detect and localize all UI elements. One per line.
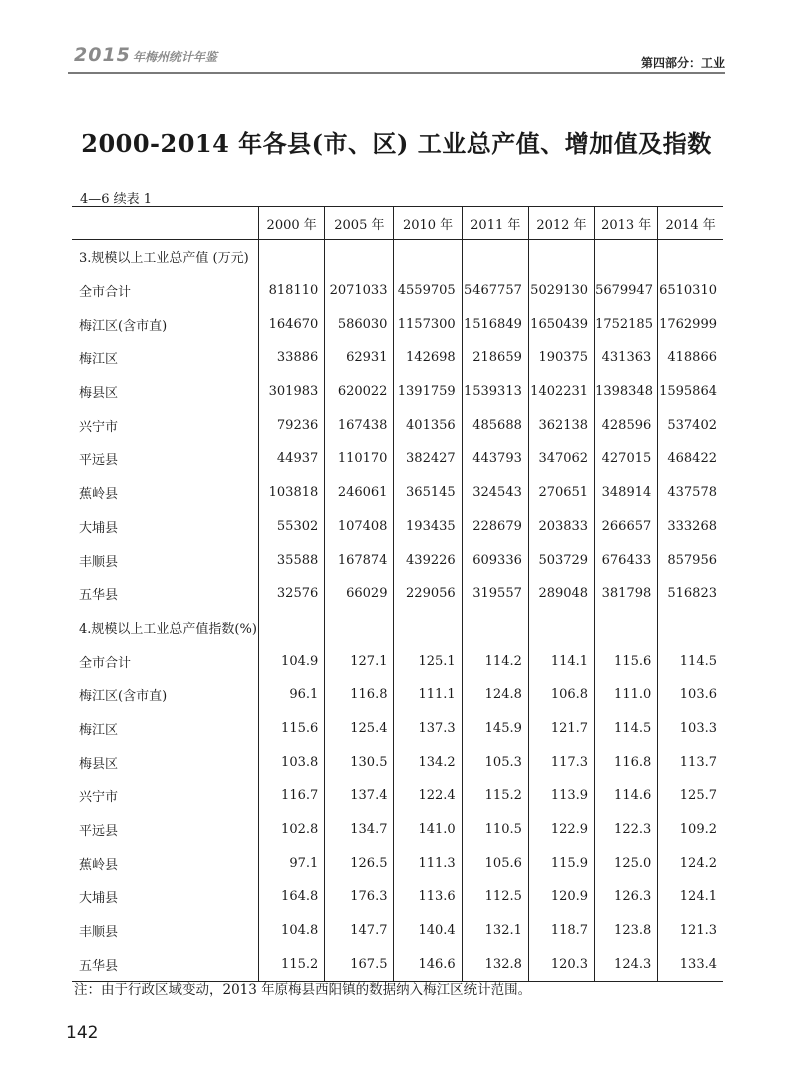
table-row <box>72 644 723 678</box>
footnote: 注：由于行政区域变动，2013 年原梅县西阳镇的数据纳入梅江区统计范围。 <box>74 982 532 998</box>
empty-cell <box>325 240 394 274</box>
value-cell: 127.1 <box>325 644 394 678</box>
value-cell: 125.7 <box>658 779 723 813</box>
empty-cell <box>462 611 528 645</box>
value-cell: 229056 <box>394 577 462 611</box>
value-cell: 5679947 <box>595 274 658 308</box>
value-cell: 503729 <box>528 543 594 577</box>
empty-cell <box>394 240 462 274</box>
value-cell: 167874 <box>325 543 394 577</box>
empty-cell <box>394 611 462 645</box>
empty-cell <box>528 240 594 274</box>
value-cell: 125.0 <box>595 846 658 880</box>
value-cell: 113.9 <box>528 779 594 813</box>
value-cell: 141.0 <box>394 813 462 847</box>
value-cell: 105.3 <box>462 745 528 779</box>
value-cell: 114.5 <box>658 644 723 678</box>
value-cell: 431363 <box>595 341 658 375</box>
value-cell: 620022 <box>325 375 394 409</box>
value-cell: 118.7 <box>528 914 594 948</box>
table-row <box>72 914 723 948</box>
table-row <box>72 678 723 712</box>
value-cell: 122.3 <box>595 813 658 847</box>
section-heading-row <box>72 240 723 274</box>
value-cell: 113.7 <box>658 745 723 779</box>
value-cell: 516823 <box>658 577 723 611</box>
value-cell: 382427 <box>394 442 462 476</box>
value-cell: 115.2 <box>259 947 325 981</box>
column-header: 2012 年 <box>528 207 594 240</box>
value-cell: 1516849 <box>462 307 528 341</box>
value-cell: 97.1 <box>259 846 325 880</box>
table-row <box>72 745 723 779</box>
value-cell: 1752185 <box>595 307 658 341</box>
table-row <box>72 947 723 981</box>
table-row <box>72 712 723 746</box>
empty-cell <box>462 240 528 274</box>
value-cell: 111.3 <box>394 846 462 880</box>
row-label: 全市合计 <box>79 655 132 671</box>
empty-cell <box>259 611 325 645</box>
row-label: 全市合计 <box>79 285 132 301</box>
empty-cell <box>595 611 658 645</box>
value-cell: 107408 <box>325 510 394 544</box>
row-label: 平远县 <box>79 824 119 840</box>
value-cell: 120.9 <box>528 880 594 914</box>
value-cell: 365145 <box>394 476 462 510</box>
value-cell: 122.4 <box>394 779 462 813</box>
value-cell: 112.5 <box>462 880 528 914</box>
value-cell: 1762999 <box>658 307 723 341</box>
value-cell: 102.8 <box>259 813 325 847</box>
value-cell: 122.9 <box>528 813 594 847</box>
value-cell: 116.7 <box>259 779 325 813</box>
column-header: 2014 年 <box>658 207 723 240</box>
value-cell: 1595864 <box>658 375 723 409</box>
value-cell: 167438 <box>325 408 394 442</box>
value-cell: 266657 <box>595 510 658 544</box>
value-cell: 142698 <box>394 341 462 375</box>
value-cell: 115.6 <box>595 644 658 678</box>
value-cell: 44937 <box>259 442 325 476</box>
value-cell: 1402231 <box>528 375 594 409</box>
row-label: 兴宁市 <box>79 419 119 435</box>
value-cell: 121.3 <box>658 914 723 948</box>
value-cell: 427015 <box>595 442 658 476</box>
table-row <box>72 880 723 914</box>
value-cell: 35588 <box>259 543 325 577</box>
value-cell: 124.3 <box>595 947 658 981</box>
value-cell: 104.9 <box>259 644 325 678</box>
value-cell: 1650439 <box>528 307 594 341</box>
value-cell: 111.0 <box>595 678 658 712</box>
row-label: 丰顺县 <box>79 554 119 570</box>
value-cell: 145.9 <box>462 712 528 746</box>
table-row <box>72 543 723 577</box>
table-number: 4—6 续表 1 <box>80 192 153 207</box>
value-cell: 96.1 <box>259 678 325 712</box>
section-label: 第四部分：工业 <box>640 56 725 70</box>
table-row <box>72 779 723 813</box>
page-title: 2000-2014 年各县(市、区) 工业总产值、增加值及指数 <box>81 129 712 158</box>
empty-cell <box>658 611 723 645</box>
empty-cell <box>325 611 394 645</box>
row-label: 丰顺县 <box>79 925 119 941</box>
yearbook-header <box>74 44 217 66</box>
value-cell: 124.8 <box>462 678 528 712</box>
value-cell: 110170 <box>325 442 394 476</box>
table-row <box>72 577 723 611</box>
value-cell: 124.1 <box>658 880 723 914</box>
value-cell: 114.5 <box>595 712 658 746</box>
value-cell: 324543 <box>462 476 528 510</box>
value-cell: 1157300 <box>394 307 462 341</box>
value-cell: 5029130 <box>528 274 594 308</box>
value-cell: 818110 <box>259 274 325 308</box>
value-cell: 140.4 <box>394 914 462 948</box>
column-header: 2011 年 <box>462 207 528 240</box>
row-label: 梅江区 <box>79 352 119 368</box>
value-cell: 147.7 <box>325 914 394 948</box>
table-row <box>72 442 723 476</box>
value-cell: 105.6 <box>462 846 528 880</box>
value-cell: 126.3 <box>595 880 658 914</box>
value-cell: 418866 <box>658 341 723 375</box>
row-label: 兴宁市 <box>79 790 119 806</box>
value-cell: 115.2 <box>462 779 528 813</box>
value-cell: 113.6 <box>394 880 462 914</box>
value-cell: 301983 <box>259 375 325 409</box>
table-header-row <box>72 207 723 240</box>
value-cell: 120.3 <box>528 947 594 981</box>
value-cell: 132.1 <box>462 914 528 948</box>
row-label: 五华县 <box>72 947 259 981</box>
value-cell: 121.7 <box>528 712 594 746</box>
row-label: 平远县 <box>79 453 119 469</box>
value-cell: 176.3 <box>325 880 394 914</box>
value-cell: 115.6 <box>259 712 325 746</box>
header-corner <box>72 207 259 240</box>
section-heading: 3.规模以上工业总产值 (万元) <box>79 251 249 267</box>
value-cell: 134.7 <box>325 813 394 847</box>
value-cell: 111.1 <box>394 678 462 712</box>
row-label: 梅县区 <box>79 756 119 772</box>
table-row <box>72 813 723 847</box>
column-header: 2005 年 <box>325 207 394 240</box>
value-cell: 333268 <box>658 510 723 544</box>
value-cell: 32576 <box>259 577 325 611</box>
value-cell: 134.2 <box>394 745 462 779</box>
empty-cell <box>658 240 723 274</box>
data-table <box>72 206 723 982</box>
value-cell: 164.8 <box>259 880 325 914</box>
value-cell: 319557 <box>462 577 528 611</box>
value-cell: 485688 <box>462 408 528 442</box>
table-row <box>72 341 723 375</box>
value-cell: 55302 <box>259 510 325 544</box>
table-row <box>72 274 723 308</box>
row-label: 五华县 <box>79 588 119 604</box>
value-cell: 110.5 <box>462 813 528 847</box>
value-cell: 676433 <box>595 543 658 577</box>
row-label: 梅江区(含市直) <box>79 318 168 334</box>
row-label: 大埔县 <box>79 891 119 907</box>
table-row <box>72 375 723 409</box>
value-cell: 270651 <box>528 476 594 510</box>
value-cell: 1539313 <box>462 375 528 409</box>
value-cell: 2071033 <box>325 274 394 308</box>
empty-cell <box>528 611 594 645</box>
value-cell: 133.4 <box>658 947 723 981</box>
value-cell: 246061 <box>325 476 394 510</box>
value-cell: 609336 <box>462 543 528 577</box>
value-cell: 103.6 <box>658 678 723 712</box>
table-row <box>72 476 723 510</box>
value-cell: 401356 <box>394 408 462 442</box>
column-header: 2013 年 <box>595 207 658 240</box>
row-label: 大埔县 <box>79 520 119 536</box>
value-cell: 203833 <box>528 510 594 544</box>
value-cell: 4559705 <box>394 274 462 308</box>
value-cell: 537402 <box>658 408 723 442</box>
row-label: 梅江区 <box>79 722 119 738</box>
row-label: 蕉岭县 <box>79 857 119 873</box>
table-row <box>72 408 723 442</box>
value-cell: 106.8 <box>528 678 594 712</box>
empty-cell <box>259 240 325 274</box>
value-cell: 33886 <box>259 341 325 375</box>
value-cell: 103.8 <box>259 745 325 779</box>
row-label: 蕉岭县 <box>79 487 119 503</box>
table-row <box>72 846 723 880</box>
value-cell: 114.2 <box>462 644 528 678</box>
value-cell: 123.8 <box>595 914 658 948</box>
value-cell: 347062 <box>528 442 594 476</box>
value-cell: 857956 <box>658 543 723 577</box>
header-rule <box>68 72 725 74</box>
value-cell: 586030 <box>325 307 394 341</box>
value-cell: 125.4 <box>325 712 394 746</box>
value-cell: 1398348 <box>595 375 658 409</box>
value-cell: 104.8 <box>259 914 325 948</box>
value-cell: 115.9 <box>528 846 594 880</box>
page-number: 142 <box>66 1023 99 1043</box>
value-cell: 66029 <box>325 577 394 611</box>
value-cell: 348914 <box>595 476 658 510</box>
column-header: 2010 年 <box>394 207 462 240</box>
value-cell: 124.2 <box>658 846 723 880</box>
value-cell: 443793 <box>462 442 528 476</box>
value-cell: 439226 <box>394 543 462 577</box>
section-heading-row <box>72 611 723 645</box>
yearbook-name: 年梅州统计年鉴 <box>132 50 217 64</box>
value-cell: 289048 <box>528 577 594 611</box>
value-cell: 137.4 <box>325 779 394 813</box>
empty-cell <box>595 240 658 274</box>
value-cell: 114.6 <box>595 779 658 813</box>
value-cell: 428596 <box>595 408 658 442</box>
value-cell: 362138 <box>528 408 594 442</box>
column-header: 2000 年 <box>259 207 325 240</box>
value-cell: 381798 <box>595 577 658 611</box>
value-cell: 117.3 <box>528 745 594 779</box>
value-cell: 437578 <box>658 476 723 510</box>
value-cell: 1391759 <box>394 375 462 409</box>
yearbook-year: 2015 <box>74 44 131 66</box>
value-cell: 193435 <box>394 510 462 544</box>
value-cell: 137.3 <box>394 712 462 746</box>
value-cell: 164670 <box>259 307 325 341</box>
value-cell: 114.1 <box>528 644 594 678</box>
value-cell: 6510310 <box>658 274 723 308</box>
value-cell: 79236 <box>259 408 325 442</box>
value-cell: 116.8 <box>325 678 394 712</box>
value-cell: 468422 <box>658 442 723 476</box>
row-label: 梅江区(含市直) <box>79 689 168 705</box>
value-cell: 103.3 <box>658 712 723 746</box>
value-cell: 146.6 <box>394 947 462 981</box>
value-cell: 103818 <box>259 476 325 510</box>
value-cell: 132.8 <box>462 947 528 981</box>
section-heading: 4.规模以上工业总产值指数(%) <box>79 621 257 637</box>
value-cell: 167.5 <box>325 947 394 981</box>
value-cell: 228679 <box>462 510 528 544</box>
value-cell: 218659 <box>462 341 528 375</box>
row-label: 梅县区 <box>79 386 119 402</box>
table-row <box>72 510 723 544</box>
value-cell: 5467757 <box>462 274 528 308</box>
value-cell: 130.5 <box>325 745 394 779</box>
value-cell: 126.5 <box>325 846 394 880</box>
value-cell: 125.1 <box>394 644 462 678</box>
value-cell: 190375 <box>528 341 594 375</box>
value-cell: 62931 <box>325 341 394 375</box>
value-cell: 116.8 <box>595 745 658 779</box>
value-cell: 109.2 <box>658 813 723 847</box>
table-row <box>72 307 723 341</box>
